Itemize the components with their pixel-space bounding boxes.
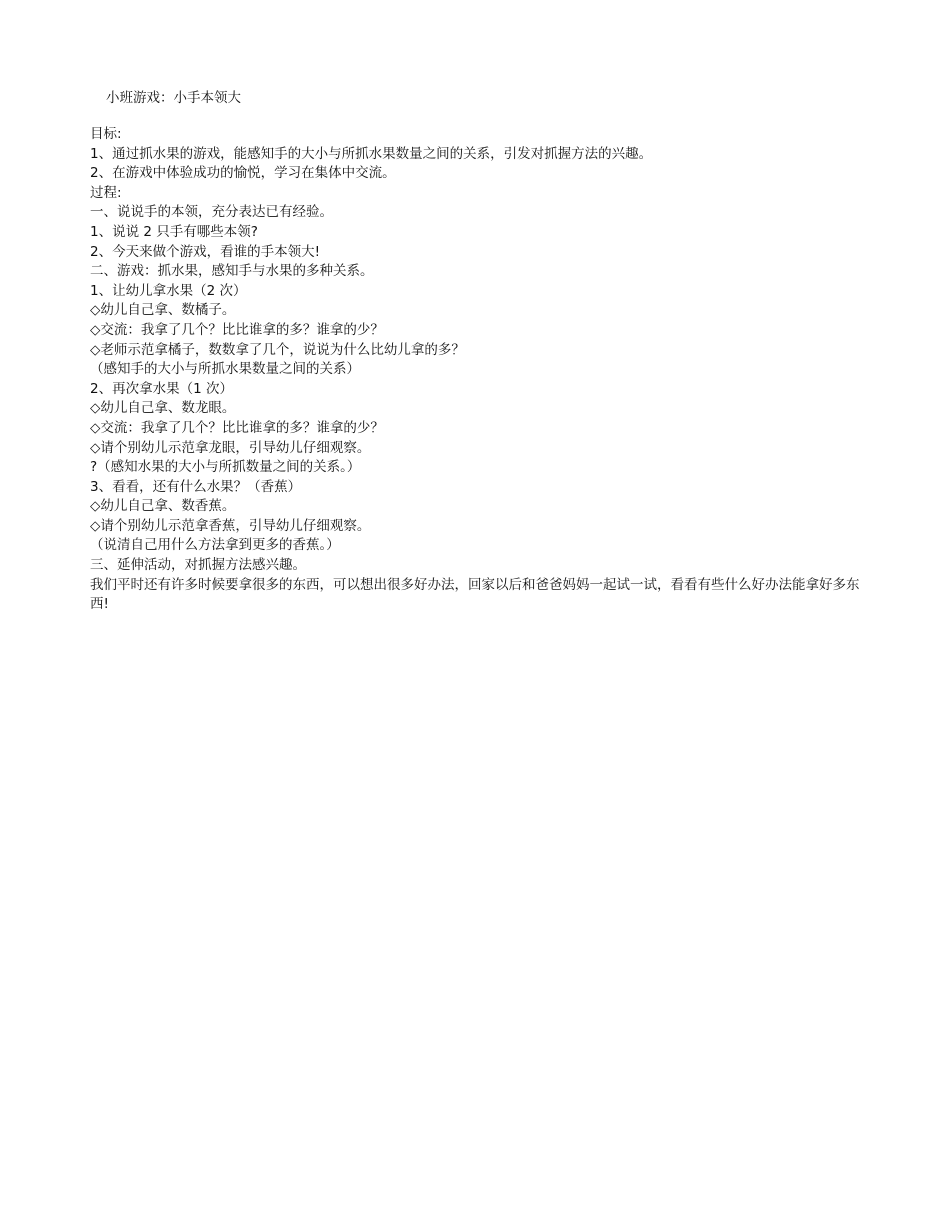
note-text: ?（感知水果的大小与所抓数量之间的关系。） [90,459,361,476]
process-step-3-heading: 三、延伸活动，对抓握方法感兴趣。 [90,557,306,574]
closing-paragraph: 我们平时还有许多时候要拿很多的东西，可以想出很多好办法，回家以后和爸爸妈妈一起试一试，看看有些什么好办法能拿好多东西! [90,576,860,613]
process-step-2-item-3: 3、看看，还有什么水果？（香蕉） [90,478,302,495]
goal-item-2: 2、在游戏中体验成功的愉悦，学习在集体中交流。 [90,165,396,182]
list-item: ◇幼儿自己拿、数橘子。 [90,302,236,319]
list-item: ◇请个别幼儿示范拿龙眼，引导幼儿仔细观察。 [90,439,371,456]
list-item: ◇幼儿自己拿、数香蕉。 [90,498,236,515]
process-step-1-item-2: 2、今天来做个游戏，看谁的手本领大! [90,243,321,260]
list-item: ◇交流：我拿了几个？比比谁拿的多？谁拿的少？ [90,419,384,436]
process-step-1-item-1: 1、说说 2 只手有哪些本领? [90,223,258,240]
process-step-1-heading: 一、说说手的本领，充分表达已有经验。 [90,204,333,221]
note-text: （说清自己用什么方法拿到更多的香蕉。） [90,537,340,554]
document-title: 小班游戏：小手本领大 [106,90,241,106]
goal-item-1: 1、通过抓水果的游戏，能感知手的大小与所抓水果数量之间的关系，引发对抓握方法的兴趣。 [90,145,653,162]
list-item: ◇交流：我拿了几个？比比谁拿的多？谁拿的少？ [90,321,384,338]
process-step-2-item-2: 2、再次拿水果（1 次） [90,380,233,397]
list-item: ◇请个别幼儿示范拿香蕉，引导幼儿仔细观察。 [90,517,371,534]
process-step-2-heading: 二、游戏：抓水果，感知手与水果的多种关系。 [90,263,374,280]
section-heading-process: 过程: [90,184,122,201]
document-body [90,125,860,615]
process-step-2-item-1: 1、让幼儿拿水果（2 次） [90,282,247,299]
section-heading-goals: 目标: [90,126,122,142]
list-item: ◇老师示范拿橘子，数数拿了几个，说说为什么比幼儿拿的多？ [90,341,465,358]
list-item: ◇幼儿自己拿、数龙眼。 [90,400,236,417]
note-text: （感知手的大小与所抓水果数量之间的关系） [90,361,360,378]
